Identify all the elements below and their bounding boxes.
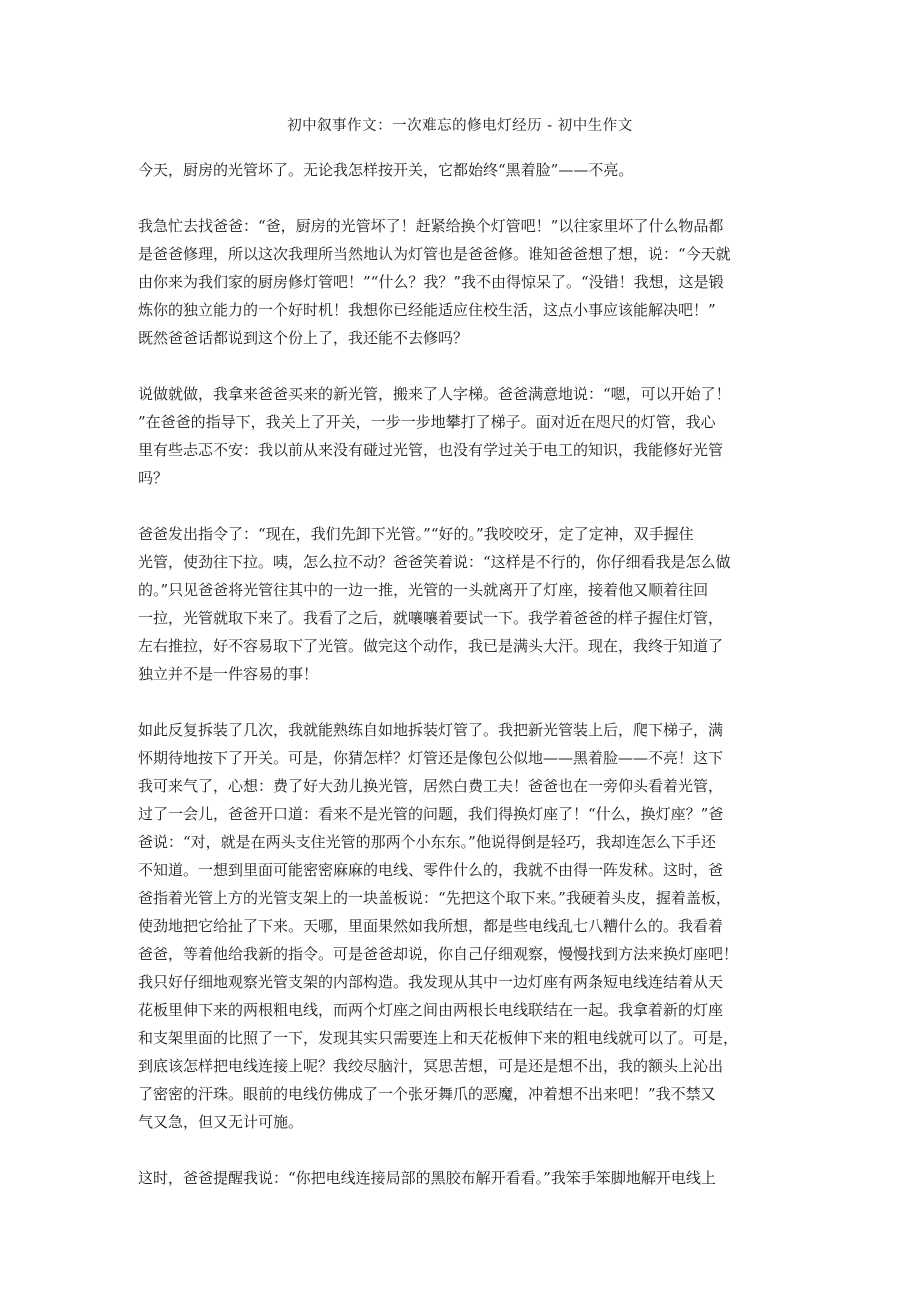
text-line: 这时，爸爸提醒我说：“你把电线连接局部的黑胶布解开看看。”我笨手笨脚地解开电线上 xyxy=(138,1169,716,1187)
paragraph-4 xyxy=(138,520,788,688)
paragraph-1 xyxy=(138,156,788,184)
text-line: 爸指着光管上方的光管支架上的一块盖板说：“先把这个取下来。”我硬着头皮，握着盖板， xyxy=(138,889,731,907)
paragraph-3 xyxy=(138,380,788,492)
text-line: 里有些忐忑不安：我以前从来没有碰过光管，也没有学过关于电工的知识，我能修好光管 xyxy=(138,441,724,459)
paragraph-5 xyxy=(138,716,788,1136)
text-line: 一拉，光管就取下来了。我看了之后，就嚷嚷着要试一下。我学着爸爸的样子握住灯管， xyxy=(138,609,724,627)
text-line: 既然爸爸话都说到这个份上了，我还能不去修吗？ xyxy=(138,329,469,347)
text-line: 我急忙去找爸爸：“爸，厨房的光管坏了！赶紧给换个灯管吧！”以往家里坏了什么物品都 xyxy=(138,217,724,235)
paragraph-gap xyxy=(138,492,788,520)
text-line: 由你来为我们家的厨房修灯管吧！”“什么？我？”我不由得惊呆了。“没错！我想，这是锻 xyxy=(138,273,724,291)
text-line: 我只好仔细地观察光管支架的内部构造。我发现从其中一边灯座有两条短电线连结着从天 xyxy=(138,973,724,991)
text-line: 是爸爸修理，所以这次我理所当然地认为灯管也是爸爸修。谁知爸爸想了想，说：“今天就 xyxy=(138,245,731,263)
document-title: 初中叙事作文：一次难忘的修电灯经历 - 初中生作文 xyxy=(287,118,633,134)
paragraph-gap xyxy=(138,1136,788,1164)
text-line: 到底该怎样把电线连接上呢？我绞尽脑汁，冥思苦想，可是还是想不出，我的额头上沁出 xyxy=(138,1057,724,1075)
text-line: 爸爸，等着他给我新的指令。可是爸爸却说，你自己仔细观察，慢慢找到方法来换灯座吧！ xyxy=(138,945,739,963)
text-line: 了密密的汗珠。眼前的电线仿佛成了一个张牙舞爪的恶魔，冲着想不出来吧！”我不禁又 xyxy=(138,1085,716,1103)
text-line: 爸爸发出指令了：“现在，我们先卸下光管。”“好的。”我咬咬牙，定了定神，双手握住 xyxy=(138,525,694,543)
text-line: 炼你的独立能力的一个好时机！我想你已经能适应住校生活，这点小事应该能解决吧！” xyxy=(138,301,716,319)
paragraph-6 xyxy=(138,1164,788,1192)
text-line: 如此反复拆装了几次，我就能熟练自如地拆装灯管了。我把新光管装上后，爬下梯子，满 xyxy=(138,721,724,739)
text-line: 左右推拉，好不容易取下了光管。做完这个动作，我已是满头大汗。现在，我终于知道了 xyxy=(138,637,724,655)
text-line: 说做就做，我拿来爸爸买来的新光管，搬来了人字梯。爸爸满意地说：“嗯，可以开始了！ xyxy=(138,385,731,403)
text-line: ”在爸爸的指导下，我关上了开关，一步一步地攀打了梯子。面对近在咫尺的灯管，我心 xyxy=(138,413,716,431)
text-line: 独立并不是一件容易的事！ xyxy=(138,665,319,683)
text-line: 我可来气了，心想：费了好大劲儿换光管，居然白费工夫！爸爸也在一旁仰头看着光管， xyxy=(138,777,724,795)
text-line: 吗？ xyxy=(138,469,169,487)
text-line: 怀期待地按下了开关。可是，你猜怎样？灯管还是像包公似地——黑着脸——不亮！这下 xyxy=(138,749,724,767)
text-line: 爸说：“对，就是在两头支住光管的那两个小东东。”他说得倒是轻巧，我却连怎么下手还 xyxy=(138,833,716,851)
text-line: 的。”只见爸爸将光管往其中的一边一推，光管的一头就离开了灯座，接着他又顺着往回 xyxy=(138,581,709,599)
text-line: 使劲地把它给扯了下来。天哪，里面果然如我所想，都是些电线乱七八糟什么的。我看着 xyxy=(138,917,724,935)
document-body xyxy=(138,156,788,1192)
text-line: 气又急，但又无计可施。 xyxy=(138,1113,304,1131)
text-line: 今天，厨房的光管坏了。无论我怎样按开关，它都始终“黑着脸”——不亮。 xyxy=(138,161,634,179)
paragraph-gap xyxy=(138,688,788,716)
paragraph-gap xyxy=(138,352,788,380)
paragraph-2 xyxy=(138,212,788,352)
text-line: 花板里伸下来的两根粗电线，而两个灯座之间由两根长电线联结在一起。我拿着新的灯座 xyxy=(138,1001,724,1019)
text-line: 光管，使劲往下拉。咦，怎么拉不动？爸爸笑着说：“这样是不行的，你仔细看我是怎么做 xyxy=(138,553,731,571)
text-line: 和支架里面的比照了一下，发现其实只需要连上和天花板伸下来的粗电线就可以了。可是， xyxy=(138,1029,739,1047)
text-line: 不知道。一想到里面可能密密麻麻的电线、零件什么的，我就不由得一阵发秫。这时，爸 xyxy=(138,861,724,879)
text-line: 过了一会儿，爸爸开口道：看来不是光管的问题，我们得换灯座了！“什么，换灯座？”爸 xyxy=(138,805,724,823)
paragraph-gap xyxy=(138,184,788,212)
